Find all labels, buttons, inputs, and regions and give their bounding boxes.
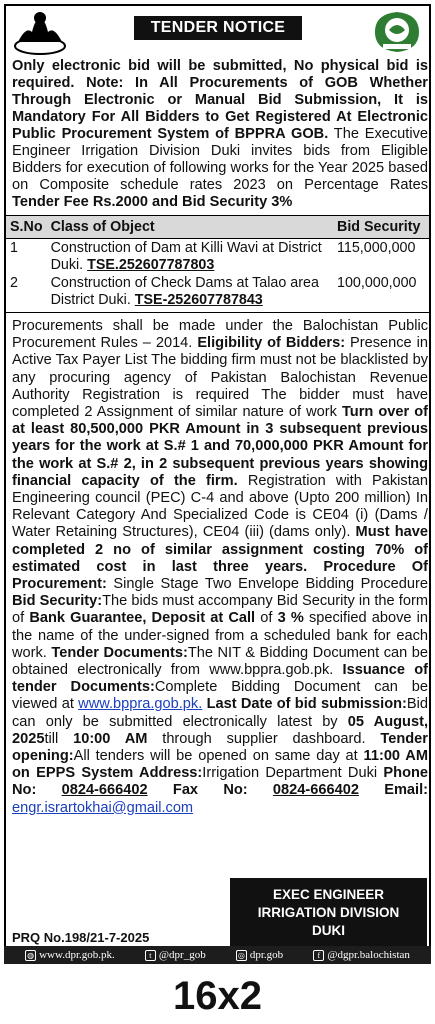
tender-fee: Tender Fee Rs.2000 and Bid Security 3% [12,194,293,210]
bppra-link[interactable]: www.bppra.gob.pk. [78,696,203,713]
twitter-handle: @dpr_gob [158,949,206,961]
table-row [6,239,429,275]
tender-opening-heading: Tender opening: [12,730,428,765]
globe-icon: ◍ [25,950,36,961]
ad-size-label: 16x2 [173,974,262,1018]
text: of [255,610,278,627]
signature-title: EXEC ENGINEER [272,887,385,902]
twitter-icon: t [145,950,156,961]
works-table [6,215,429,313]
intro-text: The Executive Engineer Irrigation Division Duki invites bids from Eligible Bidders for execution of following works for the Year 2025 based on Composite schedule rates 2023 on Percentage Rates [12,126,428,193]
row-bid-security: 115,000,000 [337,240,416,256]
facebook-icon: f [313,950,324,961]
text: Irrigation Department Duki [202,765,384,782]
text: till [44,730,74,747]
fax-label: Fax No: [172,782,273,799]
row-object [47,274,333,313]
text: through supplier dashboard. [147,730,381,747]
text: All tenders will be opened on same day at [73,748,364,765]
row-sno: 1 [10,240,18,256]
text: The NIT & Bidding Document can be obtained electronically from www.bppra.gob.pk. [12,644,428,679]
table-header-row [6,216,429,239]
social-footer [4,946,431,964]
deadline-date: 05 August, 2025 [12,713,428,747]
instagram-handle: dpr.gob [249,949,284,961]
object-text: Construction of Check Dams at Talao area District Duki. [50,275,319,308]
tender-ref: TSE.252607787803 [87,257,215,273]
table-row [6,274,429,313]
opening-time-address: 11:00 AM on EPPS System Address: [12,748,429,782]
issuance-heading: Issuance of tender Documents: [12,662,429,696]
signature-location: DUKI [312,923,345,938]
page-title: TENDER NOTICE [134,16,302,40]
facebook-handle: @dgpr.balochistan [327,949,410,961]
eligibility-heading: Eligibility of Bidders: [197,335,346,352]
instagram-item[interactable] [236,949,283,961]
email-label: Email: [358,782,429,799]
row-object [47,239,333,275]
text: Procurements shall be made under the Balochistan Public Procurement Rules – 2014. [12,318,428,352]
fax-number: 0824-666402 [272,782,359,799]
deadline-time: 10:00 AM [73,730,148,747]
website-item[interactable] [25,949,115,961]
header-object: Class of Object [47,216,333,239]
intro-paragraph [12,58,428,211]
text: specified above in the name of the under-signed from a scheduled bank for each work. [12,610,428,661]
last-date-heading: Last Date of bid submission: [206,696,407,713]
percent-text: 3 % [277,610,304,627]
bank-guarantee-text: Bank Guarantee, Deposit at Call [29,610,256,627]
text: Registration with Pakistan Engineering council (PEC) C-4 and above (Upto 200 million) In Relevant Category And Specialized Code is CE04 (i) (Dams / Water Retaining Structures), CE04 (iii) (dams only). [12,472,428,541]
intro-notice: Only electronic bid will be submitted, No physical bid is required. Note: In All Procurements of GOB Whether Through Electronic or Manual Bid Submission, It is Mandatory For All Bidders to Get Registered At Electronic Public Procurement System of BPPRA GOB. [12,58,428,142]
text: The bids must accompany Bid Security in the form of [12,593,428,627]
text: Complete Bidding Document can be viewed at [12,679,428,713]
text: Bid can only be submitted electronically latest by [12,696,428,730]
prq-number: PRQ No.198/21-7-2025 [12,930,150,945]
header-bid-security: Bid Security [333,216,429,239]
row-bid-security: 100,000,000 [333,274,429,313]
signature-division: IRRIGATION DIVISION [257,905,400,920]
tender-documents-heading: Tender Documents: [51,644,188,661]
facebook-item[interactable] [313,949,410,961]
phone-number: 0824-666402 [61,782,148,799]
email-link[interactable]: engr.isrartokhai@gmail.com [12,799,194,816]
header [6,6,429,58]
tender-ref: TSE-252607787843 [134,292,263,308]
turnover-text: Turn over of at least 80,500,000 PKR Amount in 3 subsequent previous years for the work at S.# 1 and 70,000,000 PKR Amount for the work at S.# 2, in 2 subsequent previous years showing financial capacity of the firm. [12,404,428,489]
header-sno: S.No [6,216,47,239]
row-sno: 2 [6,274,47,313]
tender-notice [4,4,431,964]
text: Single Stage Two Envelope Bidding Procedure [106,576,428,593]
irrigation-department-emblem-icon [371,8,423,56]
phone-label: Phone No: [12,765,429,799]
object-text: Construction of Dam at Killi Wavi at District Duki. [50,240,322,273]
instagram-icon: ◎ [236,950,247,961]
bid-security-heading: Bid Security: [12,593,103,610]
procedure-heading: Must have completed 2 no of similar assignment costing 70% of estimated cost in last three years. Procedure Of Procurement: [12,524,428,593]
text: Presence in Active Tax Payer List The bidding firm must not be blacklisted by any procuring agency of Pakistan Balochistan Revenue Authority Registration is required The bidder must have completed 2 Assignment of similar nature of work [12,335,428,421]
website-text: www.dpr.gob.pk. [39,949,115,961]
signature-box [230,878,427,948]
balochistan-emblem-icon [12,8,68,56]
terms-paragraph [12,318,428,817]
twitter-item[interactable] [145,949,206,961]
